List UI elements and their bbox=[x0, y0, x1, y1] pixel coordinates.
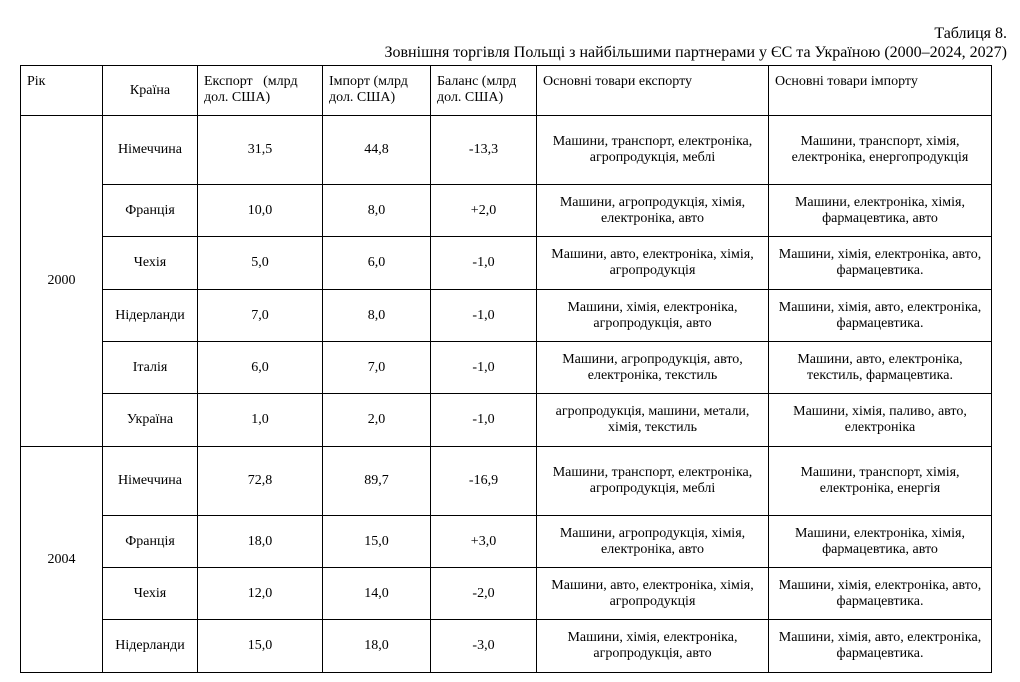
table-row bbox=[21, 237, 992, 290]
import-cell: 15,0 bbox=[323, 516, 431, 568]
export-cell: 12,0 bbox=[198, 568, 323, 620]
balance-cell: -2,0 bbox=[431, 568, 537, 620]
header-export-goods: Основні товари експорту bbox=[537, 66, 769, 116]
table-row bbox=[21, 620, 992, 673]
export-goods-cell: Машини, хімія, електроніка, агропродукція, авто bbox=[537, 620, 769, 673]
import-cell: 8,0 bbox=[323, 185, 431, 237]
import-goods-cell: Машини, хімія, електроніка, авто, фармацевтика. bbox=[769, 568, 992, 620]
table-row bbox=[21, 342, 992, 394]
export-cell: 31,5 bbox=[198, 116, 323, 185]
balance-cell: -16,9 bbox=[431, 447, 537, 516]
balance-cell: -13,3 bbox=[431, 116, 537, 185]
balance-cell: -1,0 bbox=[431, 237, 537, 290]
header-import: Імпорт (млрд дол. США) bbox=[323, 66, 431, 116]
import-goods-cell: Машини, авто, електроніка, текстиль, фармацевтика. bbox=[769, 342, 992, 394]
country-cell: Нідерланди bbox=[103, 620, 198, 673]
table-title: Зовнішня торгівля Польщі з найбільшими партнерами у ЄС та Україною (2000–2024, 2027) bbox=[384, 44, 1007, 61]
export-goods-cell: Машини, агропродукція, хімія, електроніка, авто bbox=[537, 185, 769, 237]
export-cell: 18,0 bbox=[198, 516, 323, 568]
export-goods-cell: Машини, транспорт, електроніка, агропродукція, меблі bbox=[537, 116, 769, 185]
import-cell: 7,0 bbox=[323, 342, 431, 394]
table-row bbox=[21, 290, 992, 342]
export-goods-cell: Машини, хімія, електроніка, агропродукція, авто bbox=[537, 290, 769, 342]
balance-cell: -3,0 bbox=[431, 620, 537, 673]
import-cell: 8,0 bbox=[323, 290, 431, 342]
export-goods-cell: Машини, авто, електроніка, хімія, агропродукція bbox=[537, 237, 769, 290]
header-balance: Баланс (млрд дол. США) bbox=[431, 66, 537, 116]
table-number: Таблиця 8. bbox=[934, 25, 1007, 42]
country-cell: Україна bbox=[103, 394, 198, 447]
country-cell: Чехія bbox=[103, 237, 198, 290]
import-goods-cell: Машини, хімія, авто, електроніка, фармацевтика. bbox=[769, 290, 992, 342]
export-cell: 6,0 bbox=[198, 342, 323, 394]
country-cell: Франція bbox=[103, 516, 198, 568]
country-cell: Італія bbox=[103, 342, 198, 394]
import-goods-cell: Машини, хімія, електроніка, авто, фармацевтика. bbox=[769, 237, 992, 290]
balance-cell: -1,0 bbox=[431, 342, 537, 394]
balance-cell: -1,0 bbox=[431, 394, 537, 447]
country-cell: Німеччина bbox=[103, 116, 198, 185]
export-goods-cell: Машини, агропродукція, авто, електроніка, текстиль bbox=[537, 342, 769, 394]
export-cell: 72,8 bbox=[198, 447, 323, 516]
country-cell: Чехія bbox=[103, 568, 198, 620]
import-cell: 2,0 bbox=[323, 394, 431, 447]
import-cell: 89,7 bbox=[323, 447, 431, 516]
trade-table bbox=[20, 65, 992, 673]
table-row bbox=[21, 185, 992, 237]
export-goods-cell: Машини, транспорт, електроніка, агропродукція, меблі bbox=[537, 447, 769, 516]
export-cell: 10,0 bbox=[198, 185, 323, 237]
country-cell: Нідерланди bbox=[103, 290, 198, 342]
country-cell: Німеччина bbox=[103, 447, 198, 516]
import-cell: 6,0 bbox=[323, 237, 431, 290]
export-cell: 15,0 bbox=[198, 620, 323, 673]
header-year: Рік bbox=[21, 66, 103, 116]
export-cell: 1,0 bbox=[198, 394, 323, 447]
import-goods-cell: Машини, хімія, авто, електроніка, фармацевтика. bbox=[769, 620, 992, 673]
import-goods-cell: Машини, транспорт, хімія, електроніка, енергія bbox=[769, 447, 992, 516]
import-goods-cell: Машини, електроніка, хімія, фармацевтика, авто bbox=[769, 185, 992, 237]
import-cell: 44,8 bbox=[323, 116, 431, 185]
header-import-goods: Основні товари імпорту bbox=[769, 66, 992, 116]
header-row bbox=[21, 66, 992, 116]
table-row bbox=[21, 516, 992, 568]
import-cell: 18,0 bbox=[323, 620, 431, 673]
import-goods-cell: Машини, електроніка, хімія, фармацевтика, авто bbox=[769, 516, 992, 568]
header-export: Експорт (млрд дол. США) bbox=[198, 66, 323, 116]
import-goods-cell: Машини, хімія, паливо, авто, електроніка bbox=[769, 394, 992, 447]
export-goods-cell: Машини, агропродукція, хімія, електроніка, авто bbox=[537, 516, 769, 568]
table-row bbox=[21, 394, 992, 447]
export-goods-cell: агропродукція, машини, метали, хімія, текстиль bbox=[537, 394, 769, 447]
table-row bbox=[21, 116, 992, 185]
import-cell: 14,0 bbox=[323, 568, 431, 620]
year-cell: 2004 bbox=[21, 447, 103, 673]
balance-cell: +2,0 bbox=[431, 185, 537, 237]
table-row bbox=[21, 447, 992, 516]
balance-cell: +3,0 bbox=[431, 516, 537, 568]
header-country: Країна bbox=[103, 66, 198, 116]
export-cell: 7,0 bbox=[198, 290, 323, 342]
export-cell: 5,0 bbox=[198, 237, 323, 290]
balance-cell: -1,0 bbox=[431, 290, 537, 342]
table-row bbox=[21, 568, 992, 620]
year-cell: 2000 bbox=[21, 116, 103, 447]
country-cell: Франція bbox=[103, 185, 198, 237]
export-goods-cell: Машини, авто, електроніка, хімія, агропродукція bbox=[537, 568, 769, 620]
import-goods-cell: Машини, транспорт, хімія, електроніка, енергопродукція bbox=[769, 116, 992, 185]
